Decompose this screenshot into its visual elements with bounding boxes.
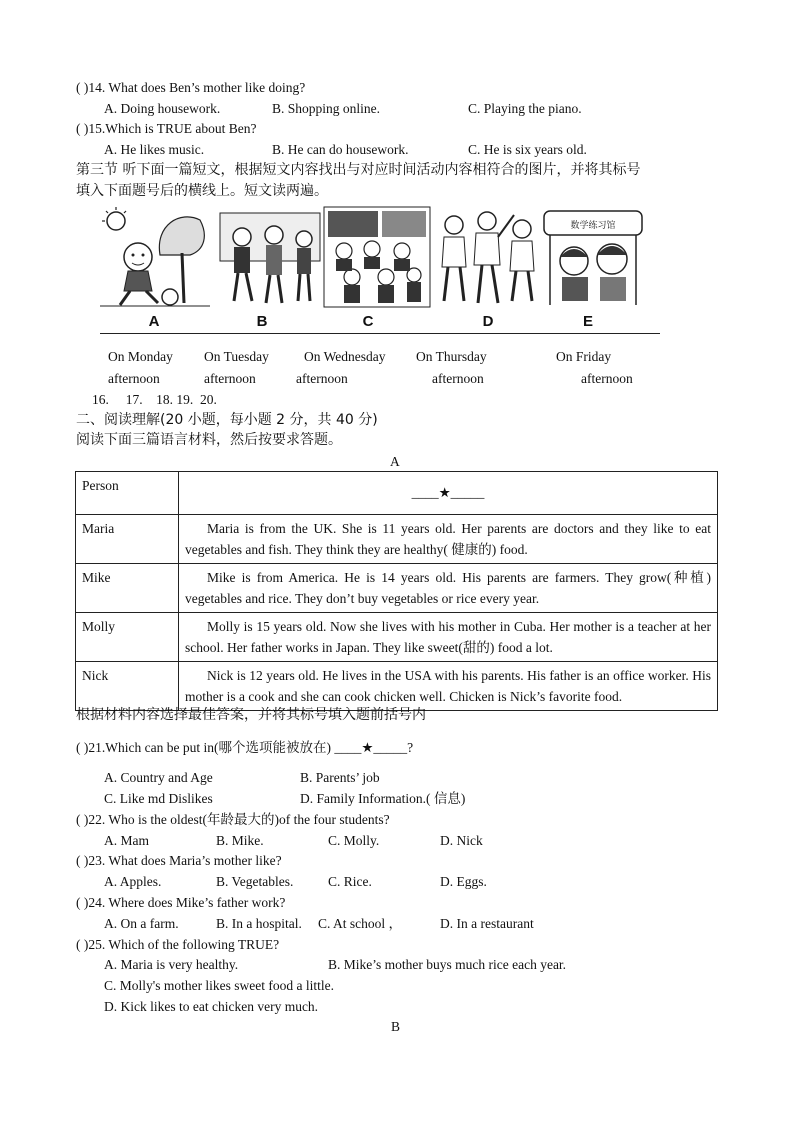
question-14-option-c: C. Playing the piano. [468, 101, 582, 116]
passage-a-heading: A [390, 454, 400, 469]
question-text: 25. Which of the following TRUE? [88, 937, 280, 952]
question-24-option-c: C. At school ， [318, 916, 403, 931]
day-wednesday: On Wednesday [304, 349, 386, 364]
question-22-option-c: C. Molly. [328, 833, 380, 848]
picture-b-kids-playing [212, 205, 322, 310]
person-description: Molly is 15 years old. Now she lives with his mother in Cuba. Her mother is a teacher at her school. Her father works in Japan. They like sweet(甜的) food a lot. [179, 613, 718, 662]
person-description: Mike is from America. He is 14 years old. His parents are farmers. They grow(种植) vegetables and rice. They don’t buy vegetables or rice every year. [179, 564, 718, 613]
picture-label-a: A [148, 313, 160, 330]
question-23-option-c: C. Rice. [328, 874, 372, 889]
person-name: Mike [76, 564, 179, 613]
answer-blanks-16-20[interactable]: 16. 17. 18. 19. 20. [92, 392, 217, 407]
question-14-option-a: A. Doing housework. [104, 101, 221, 116]
question-text: 22. Who is the oldest(年龄最大的)of the four students? [88, 812, 390, 827]
part2-title: 二、阅读理解(20 小题，每小题 2 分，共 40 分) [76, 412, 378, 428]
picture-label-d: D [482, 313, 494, 330]
question-23-option-d: D. Eggs. [440, 874, 487, 889]
question-text: 24. Where does Mike’s father work? [88, 895, 286, 910]
time-tuesday: afternoon [204, 371, 256, 386]
question-text: 23. What does Maria’s mother like? [88, 853, 282, 868]
question-15-option-a: A. He likes music. [104, 142, 205, 157]
students-info-table [75, 471, 718, 711]
answer-paren[interactable]: ( ) [76, 740, 89, 755]
question-21-option-a: A. Country and Age [104, 770, 213, 785]
day-tuesday: On Tuesday [204, 349, 269, 364]
time-wednesday: afternoon [296, 371, 348, 386]
day-monday: On Monday [108, 349, 173, 364]
question-15-option-b: B. He can do housework. [272, 142, 409, 157]
question-22-stem [76, 811, 390, 829]
person-description: Nick is 12 years old. He lives in the USA with his parents. His father is an office worker. His mother is a cook and she can cook chicken well. Chicken is Nick’s favorite food. [179, 662, 718, 711]
section3-instruction-line1: 第三节 听下面一篇短文，根据短文内容找出与对应时间活动内容相符合的图片，并将其标号 [76, 162, 641, 178]
answer-paren[interactable]: ( ) [76, 812, 89, 827]
picture-label-e: E [582, 313, 593, 330]
person-name: Maria [76, 515, 179, 564]
picture-c-classroom [322, 205, 432, 310]
library-sign-text: 数学练习馆 [570, 221, 616, 231]
question-25-option-c: C. Molly's mother likes sweet food a little. [104, 978, 335, 993]
question-text: 15.Which is TRUE about Ben? [88, 121, 257, 136]
time-thursday: afternoon [432, 371, 484, 386]
question-24-option-b: B. In a hospital. [216, 916, 302, 931]
picture-strip-underline [100, 333, 660, 334]
question-23-option-a: A. Apples. [104, 874, 162, 889]
question-23-option-b: B. Vegetables. [216, 874, 294, 889]
table-header-row [76, 472, 718, 515]
answer-paren[interactable]: ( ) [76, 895, 89, 910]
question-24-option-d: D. In a restaurant [440, 916, 534, 931]
day-friday: On Friday [556, 349, 612, 364]
picture-label-c: C [362, 313, 374, 330]
picture-label-b: B [256, 313, 268, 330]
question-21-stem [76, 739, 413, 757]
person-description: Maria is from the UK. She is 11 years old. Her parents are doctors and they like to eat vegetables and fish. They think they are healthy( 健康的) food. [179, 515, 718, 564]
table-row [76, 613, 718, 662]
question-25-stem [76, 936, 279, 954]
table-row [76, 662, 718, 711]
table-row [76, 515, 718, 564]
question-23-stem [76, 852, 282, 870]
section3-instruction-line2: 填入下面题号后的横线上。短文读两遍。 [76, 183, 328, 199]
picture-strip [100, 205, 660, 337]
part2-instruction: 阅读下面三篇语言材料，然后按要求答题。 [76, 432, 342, 448]
question-24-stem [76, 894, 285, 912]
picture-a-playing-ball [100, 205, 210, 310]
day-thursday: On Thursday [416, 349, 487, 364]
question-21-option-b: B. Parents’ job [300, 770, 380, 785]
question-21-option-d: D. Family Information.( 信息) [300, 791, 466, 806]
question-text: 21.Which can be put in(哪个选项能被放在) ____★_____? [88, 740, 414, 755]
answer-paren[interactable]: ( ) [76, 80, 89, 95]
passage-b-heading: B [391, 1019, 401, 1034]
person-name: Molly [76, 613, 179, 662]
question-25-option-b: B. Mike’s mother buys much rice each year. [328, 957, 567, 972]
picture-e-library [540, 205, 650, 310]
question-25-option-d: D. Kick likes to eat chicken very much. [104, 999, 319, 1014]
question-24-option-a: A. On a farm. [104, 916, 179, 931]
person-name: Nick [76, 662, 179, 711]
answer-paren[interactable]: ( ) [76, 937, 89, 952]
question-22-option-b: B. Mike. [216, 833, 264, 848]
question-15-stem [76, 120, 256, 138]
time-friday: afternoon [581, 371, 633, 386]
question-22-option-d: D. Nick [440, 833, 483, 848]
table-row [76, 564, 718, 613]
header-person: Person [76, 472, 179, 515]
picture-d-people-talking [432, 205, 542, 310]
header-star-blank: ____★_____ [179, 472, 718, 515]
table-instruction: 根据材料内容选择最佳答案，并将其标号填入题前括号内 [76, 707, 426, 723]
question-22-option-a: A. Mam [104, 833, 149, 848]
question-15-option-c: C. He is six years old. [468, 142, 587, 157]
question-25-option-a: A. Maria is very healthy. [104, 957, 239, 972]
question-14-stem [76, 79, 305, 97]
question-21-option-c: C. Like md Dislikes [104, 791, 213, 806]
answer-paren[interactable]: ( ) [76, 121, 89, 136]
answer-paren[interactable]: ( ) [76, 853, 89, 868]
time-monday: afternoon [108, 371, 160, 386]
question-text: 14. What does Ben’s mother like doing? [88, 80, 306, 95]
question-14-option-b: B. Shopping online. [272, 101, 381, 116]
